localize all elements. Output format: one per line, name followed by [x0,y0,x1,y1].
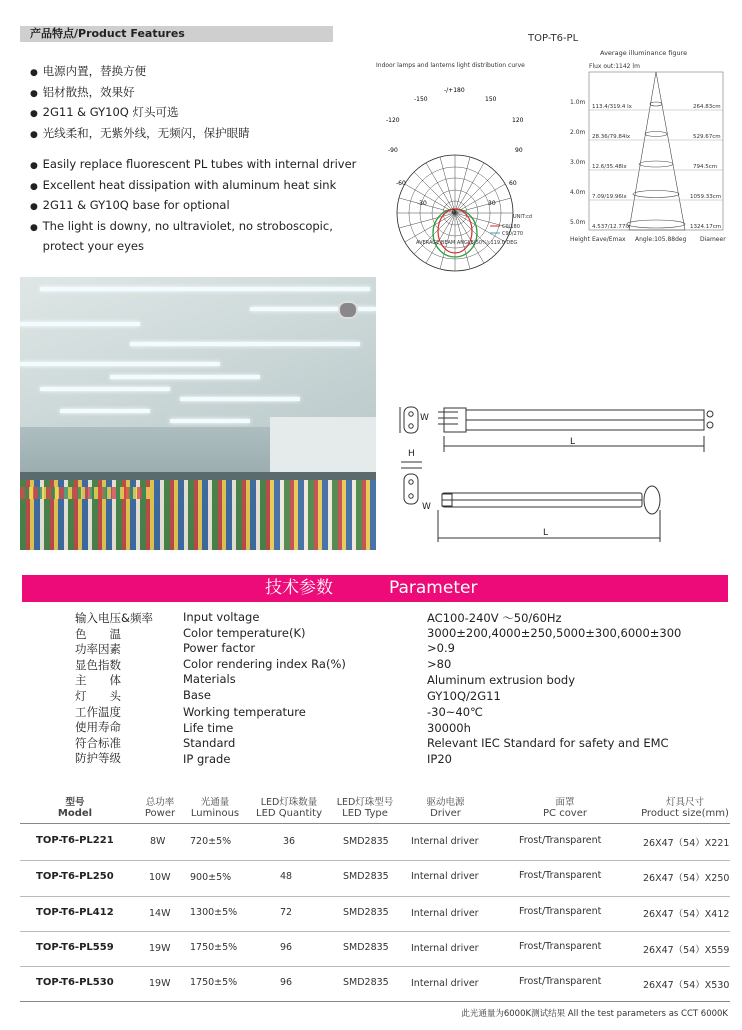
table-header: 驱动电源 Driver [426,797,465,819]
eave-value: 113.4/319.4 lx [592,104,632,110]
param-cn: 防护等级 [75,751,121,765]
param-cn: 灯 头 [75,689,121,703]
table-row: TOP-T6-PL559 19W 1750±5% 96 SMD2835 Internal driver Frost/Transparent 26X47（54）X559 [36,941,730,956]
param-value: IP20 [427,752,452,766]
param-en: IP grade [183,752,231,766]
param-cn: 工作温度 [75,705,121,719]
feature-en-item: ● The light is downy, no ultraviolet, no stroboscopic, [30,218,333,233]
param-en: Input voltage [183,610,260,624]
angle-label: -120 [386,117,400,124]
diameter-value: 1059.33cm [690,194,722,200]
footer-angle: Angle:105.88deg [635,236,687,243]
illuminance-title: Average illuminance figure [600,49,688,57]
footer-height: Height [570,236,590,243]
width-label-2: W [422,502,431,512]
height-label: 5.0m [570,219,586,226]
features-header-title: 产品特点/Product Features [30,27,185,40]
footer-eave: Eave/Emax [592,236,626,243]
model-code: TOP-T6-PL [528,33,579,44]
param-en: Power factor [183,641,256,655]
param-en: Color temperature(K) [183,626,306,640]
polar-chart-title: Indoor lamps and lanterns light distribution curve [376,62,525,69]
illuminance-figure [565,48,740,248]
param-en: Color rendering index Ra(%) [183,657,346,671]
table-divider [20,1001,730,1002]
angle-label: 150 [485,96,497,103]
param-value: >80 [427,657,452,671]
feature-cn-item: ● 2G11 & GY10Q 灯头可选 [30,105,179,119]
param-value: -30~40℃ [427,705,483,719]
parameter-title-cn: 技术参数 [265,578,333,598]
flux-out: Flux out:1142 lm [589,63,640,70]
angle-label: -60 [396,180,406,187]
table-row: TOP-T6-PL250 10W 900±5% 48 SMD2835 Internal driver Frost/Transparent 26X47（54）X250 [36,870,730,884]
table-row: TOP-T6-PL412 14W 1300±5% 72 SMD2835 Internal driver Frost/Transparent 26X47（54）X412 [36,906,730,920]
width-label: W [420,413,429,423]
eave-value: 7.09/19.96lx [592,194,627,200]
param-en: Life time [183,721,234,735]
angle-label: -90 [388,147,398,154]
param-value: Relevant IEC Standard for safety and EMC [427,736,669,750]
feature-cn-item: ● 电源内置，替换方便 [30,64,147,78]
param-en: Base [183,688,212,702]
angle-label: -/+180 [444,87,465,94]
eave-value: 4.537/12.77lx [592,224,631,230]
diameter-value: 264.83cm [693,104,721,110]
parameter-title-en: Parameter [389,578,478,598]
angle-label: 60 [509,180,517,187]
features-cn-list [30,62,250,144]
diameter-value: 529.67cm [693,134,721,140]
param-value: GY10Q/2G11 [427,689,501,703]
angle-label: -150 [414,96,428,103]
table-header: LED灯珠数量 LED Quantity [256,797,322,819]
beam-angle-footer: AVERAGE BEAM ANGLE(50%):119.0 DEG [416,240,518,246]
angle-label: -30 [417,200,427,207]
footer-diameter: Diameer [700,236,726,243]
height-label: 1.0m [570,99,586,106]
param-value: 30000h [427,721,471,735]
diameter-value: 1324.17cm [690,224,722,230]
light-distribution-chart [370,58,530,248]
legend-c0: C0/180 [502,224,520,230]
table-row: TOP-T6-PL530 19W 1750±5% 96 SMD2835 Internal driver Frost/Transparent 26X47（54）X530 [36,976,730,991]
height-label: 2.0m [570,129,586,136]
height-label: H [408,449,415,459]
param-cn: 显色指数 [75,658,121,672]
param-value: 3000±200,4000±250,5000±300,6000±300 [427,626,682,640]
feature-cn-item: ● 铝材散热，效果好 [30,84,135,99]
features-en-list [30,155,356,258]
diameter-value: 794.5cm [693,164,718,170]
param-value: Aluminum extrusion body [427,673,575,687]
length-label-2: L [543,528,549,538]
param-cn: 主 体 [75,673,121,687]
angle-label: 0 [452,209,456,216]
length-label: L [570,437,576,447]
table-header: 面罩 PC cover [543,797,587,819]
angle-label: 120 [512,117,524,124]
installation-photo [20,277,376,550]
param-cn: 输入电压&频率 [75,611,153,625]
angle-label: 30 [488,200,496,207]
table-header: 光通量 Luminous [190,797,240,819]
eave-value: 12.6/35.48lx [592,164,627,170]
feature-en-item: protect your eyes [42,239,144,253]
features-header-bar [20,26,333,42]
height-label: 3.0m [570,159,586,166]
param-en: Materials [183,672,236,686]
eave-value: 28.36/79.84lx [592,134,631,140]
param-en: Working temperature [183,705,306,719]
feature-cn-item: ● 光线柔和，无紫外线，无频闪，保护眼睛 [30,125,250,140]
table-header: 型号 Model [57,797,93,819]
feature-en-item: ● 2G11 & GY10Q base for optional [30,198,230,212]
table-header: 总功率 Power [144,797,176,819]
legend-c90: C90/270 [502,231,524,237]
table-footnote: 此光通量为6000K测试结果 All the test parameters as CCT 6000K [461,1009,728,1019]
table-header: LED灯珠型号 LED Type [336,797,394,819]
dimension-drawing [398,392,733,552]
parameter-header-bar [22,575,728,602]
table-header: 灯具尺寸 Product size(mm) [641,797,729,819]
param-en: Standard [183,736,236,750]
table-row: TOP-T6-PL221 8W 720±5% 36 SMD2835 Internal driver Frost/Transparent 26X47（54）X221 [36,835,730,849]
param-cn: 符合标准 [75,736,121,750]
param-cn: 使用寿命 [75,720,121,734]
angle-label: 90 [515,147,523,154]
feature-en-item: ● Easily replace fluorescent PL tubes with internal driver [30,157,357,171]
param-cn: 功率因素 [75,642,121,656]
param-value: AC100-240V ～50/60Hz [427,611,562,625]
param-cn: 色 温 [75,627,121,641]
legend-unit: UNIT:cd [513,214,532,220]
param-value: >0.9 [427,641,455,655]
height-label: 4.0m [570,189,586,196]
feature-en-item: ● Excellent heat dissipation with aluminum heat sink [30,177,337,192]
